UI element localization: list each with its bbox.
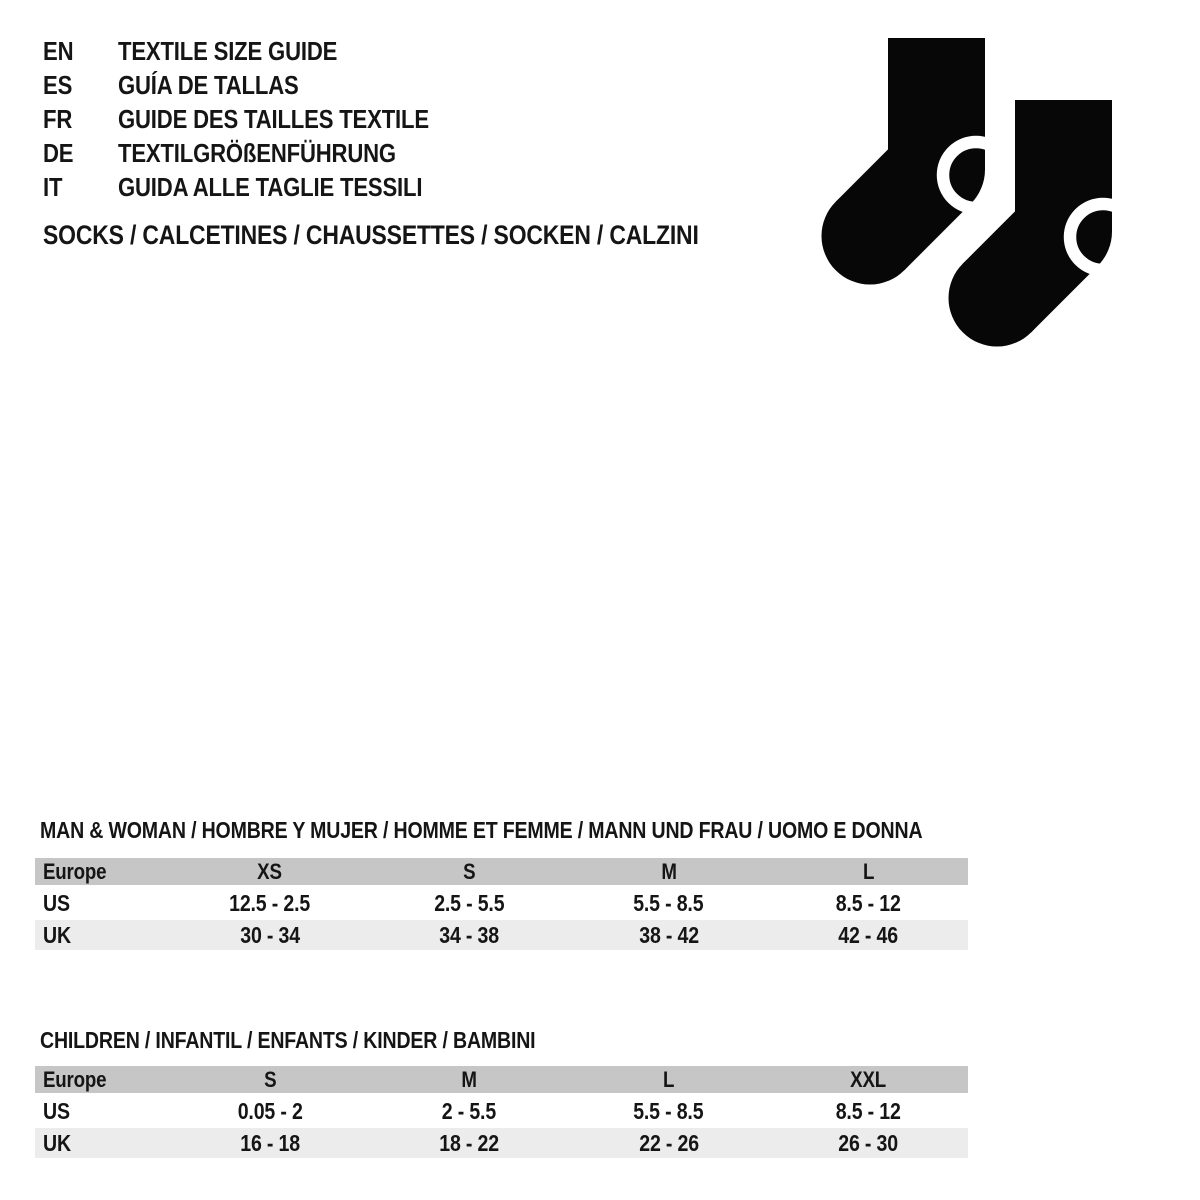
lang-row-it [43,170,484,204]
header-cell-size: S [263,1067,276,1092]
header-cell-size: L [663,1067,675,1092]
header-cell-size: XS [257,859,283,884]
table-header-row [35,1066,968,1093]
table-row-us [35,888,968,918]
children-table-title: CHILDREN / INFANTIL / ENFANTS / KINDER / BAMBINI [40,1027,536,1053]
guide-title-en: TEXTILE SIZE GUIDE [118,36,338,66]
size-cell: 42 - 46 [838,922,899,948]
lang-row-en [43,34,484,68]
man-woman-table-title: MAN & WOMAN / HOMBRE Y MUJER / HOMME ET FEMME / MANN UND FRAU / UOMO E DONNA [40,817,923,843]
table-row-uk [35,920,968,950]
lang-code: ES [43,70,73,100]
children-size-table [35,1066,968,1158]
header-cell-region: Europe [43,1067,107,1092]
size-cell: 16 - 18 [239,1130,300,1156]
guide-title-es: GUÍA DE TALLAS [118,70,299,100]
table-row-us [35,1096,968,1126]
lang-row-fr [43,102,484,136]
guide-title-de: TEXTILGRÖßENFÜHRUNG [118,138,396,168]
language-title-block [43,34,484,204]
size-cell: 30 - 34 [239,922,300,948]
header-cell-size: L [862,859,874,884]
lang-code: FR [43,104,73,134]
size-cell: 18 - 22 [439,1130,500,1156]
category-text: SOCKS / CALCETINES / CHAUSSETTES / SOCKEN / CALZINI [43,220,699,250]
lang-code: DE [43,138,74,168]
guide-title-fr: GUIDE DES TAILLES TEXTILE [118,104,429,134]
row-label: UK [43,1130,71,1156]
row-label: UK [43,922,71,948]
size-cell: 5.5 - 8.5 [633,890,704,916]
lang-row-de [43,136,484,170]
size-cell: 0.05 - 2 [237,1098,303,1124]
size-cell: 26 - 30 [838,1130,899,1156]
header-cell-size: M [661,859,677,884]
lang-code: IT [43,172,63,202]
man-woman-size-table [35,858,968,950]
lang-code: EN [43,36,74,66]
table-header-row [35,858,968,885]
size-cell: 8.5 - 12 [835,1098,901,1124]
size-cell: 22 - 26 [638,1130,699,1156]
header-cell-size: S [463,859,476,884]
guide-title-it: GUIDA ALLE TAGLIE TESSILI [118,172,423,202]
header-cell-size: M [461,1067,477,1092]
category-line [43,219,814,251]
header-cell-region: Europe [43,859,107,884]
size-cell: 12.5 - 2.5 [229,890,311,916]
size-cell: 34 - 38 [439,922,500,948]
row-label: US [43,890,70,916]
size-cell: 38 - 42 [638,922,699,948]
size-cell: 2 - 5.5 [442,1098,497,1124]
size-cell: 2.5 - 5.5 [434,890,505,916]
row-label: US [43,1098,70,1124]
size-cell: 8.5 - 12 [835,890,901,916]
socks-icon [820,38,1115,353]
header-cell-size: XXL [850,1067,887,1092]
lang-row-es [43,68,484,102]
table-row-uk [35,1128,968,1158]
size-cell: 5.5 - 8.5 [633,1098,704,1124]
